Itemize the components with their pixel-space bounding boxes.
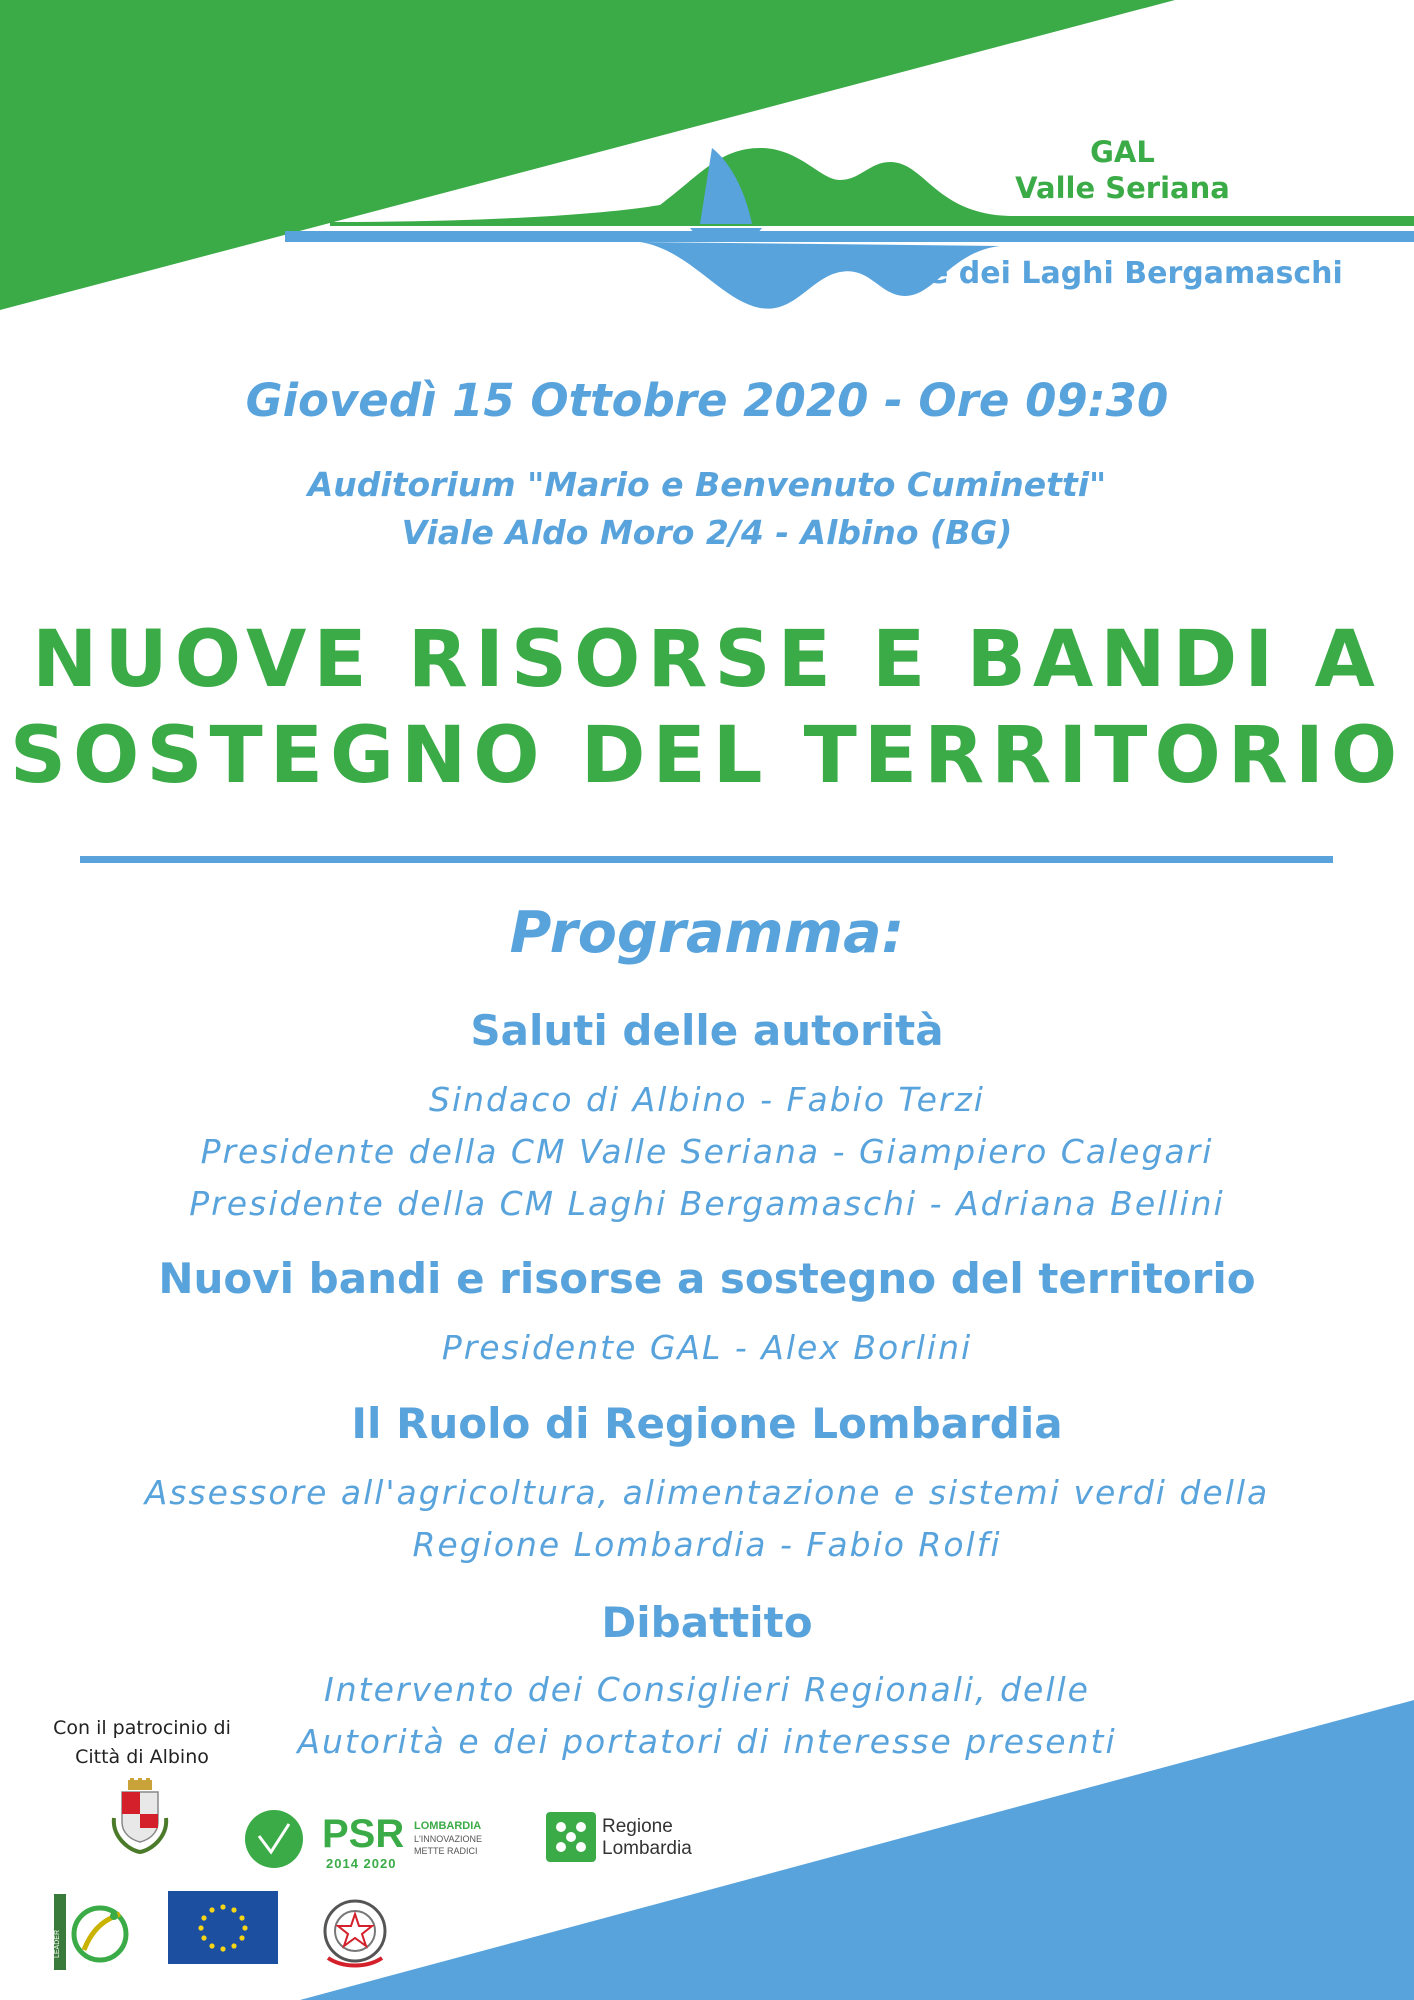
section-title-saluti: Saluti delle autorità — [470, 1006, 944, 1055]
section-title-dibattito: Dibattito — [601, 1598, 813, 1647]
regione-line2: Lombardia — [602, 1838, 692, 1859]
gal-logo-line1: GAL — [1090, 135, 1155, 169]
venue-address: Viale Aldo Moro 2/4 - Albino (BG) — [401, 513, 1013, 552]
page-title-line2: SOSTEGNO DEL TERRITORIO — [9, 711, 1405, 801]
eu-flag-icon — [168, 1891, 278, 1964]
list-item: Autorità e dei portatori di interesse presenti — [297, 1722, 1117, 1761]
section-title-regione: Il Ruolo di Regione Lombardia — [351, 1399, 1063, 1448]
page-title — [0, 612, 1414, 804]
program-heading: Programma: — [509, 900, 905, 966]
leader-text — [54, 1946, 61, 1958]
patronage-text — [32, 1714, 252, 1772]
section-lines-bandi — [0, 1322, 1414, 1374]
hills-shape — [330, 148, 1414, 226]
water-line — [285, 231, 1414, 242]
psr-title: PSR — [322, 1812, 405, 1856]
list-item: Intervento dei Consiglieri Regionali, delle — [324, 1670, 1090, 1709]
gal-logo-subtitle: e dei Laghi Bergamaschi — [928, 256, 1343, 291]
albino-coat-of-arms-icon — [108, 1778, 172, 1858]
italian-republic-emblem-icon — [318, 1896, 392, 1970]
psr-leaf-icon — [243, 1808, 305, 1870]
section-lines-regione — [0, 1467, 1414, 1571]
divider — [80, 856, 1333, 863]
event-date: Giovedì 15 Ottobre 2020 - Ore 09:30 — [245, 374, 1169, 427]
psr-tagline-2: METTE RADICI — [414, 1846, 478, 1856]
list-item: Presidente della CM Valle Seriana - Giampiero Calegari — [200, 1132, 1214, 1171]
list-item: Presidente della CM Laghi Bergamaschi - Adriana Bellini — [189, 1184, 1225, 1223]
boat-hull-icon — [690, 228, 762, 240]
venue-name: Auditorium "Mario e Benvenuto Cuminetti" — [307, 465, 1107, 504]
regione-lombardia-icon — [546, 1812, 596, 1862]
event-venue — [0, 461, 1414, 557]
psr-tagline-1: L'INNOVAZIONE — [414, 1834, 483, 1844]
list-item: Regione Lombardia - Fabio Rolfi — [412, 1525, 1002, 1564]
patronage-line1: Con il patrocinio di — [53, 1717, 231, 1739]
patronage-line2: Città di Albino — [75, 1746, 209, 1768]
section-title-bandi: Nuovi bandi e risorse a sostegno del territorio — [158, 1254, 1256, 1303]
section-lines-saluti — [0, 1074, 1414, 1230]
page-title-line1: NUOVE RISORSE E BANDI A — [32, 615, 1382, 705]
psr-region: LOMBARDIA — [414, 1820, 482, 1832]
leader-logo-icon — [54, 1894, 134, 1970]
list-item: Assessore all'agricoltura, alimentazione e sistemi verdi della — [144, 1473, 1270, 1512]
list-item: Sindaco di Albino - Fabio Terzi — [429, 1080, 985, 1119]
regione-line1: Regione — [602, 1816, 673, 1837]
gal-logo-title — [1015, 134, 1230, 206]
psr-years: 2014 2020 — [326, 1856, 397, 1871]
gal-logo-line2: Valle Seriana — [1015, 171, 1230, 205]
list-item: Presidente GAL - Alex Borlini — [441, 1328, 973, 1367]
regione-lombardia-text — [602, 1816, 692, 1860]
